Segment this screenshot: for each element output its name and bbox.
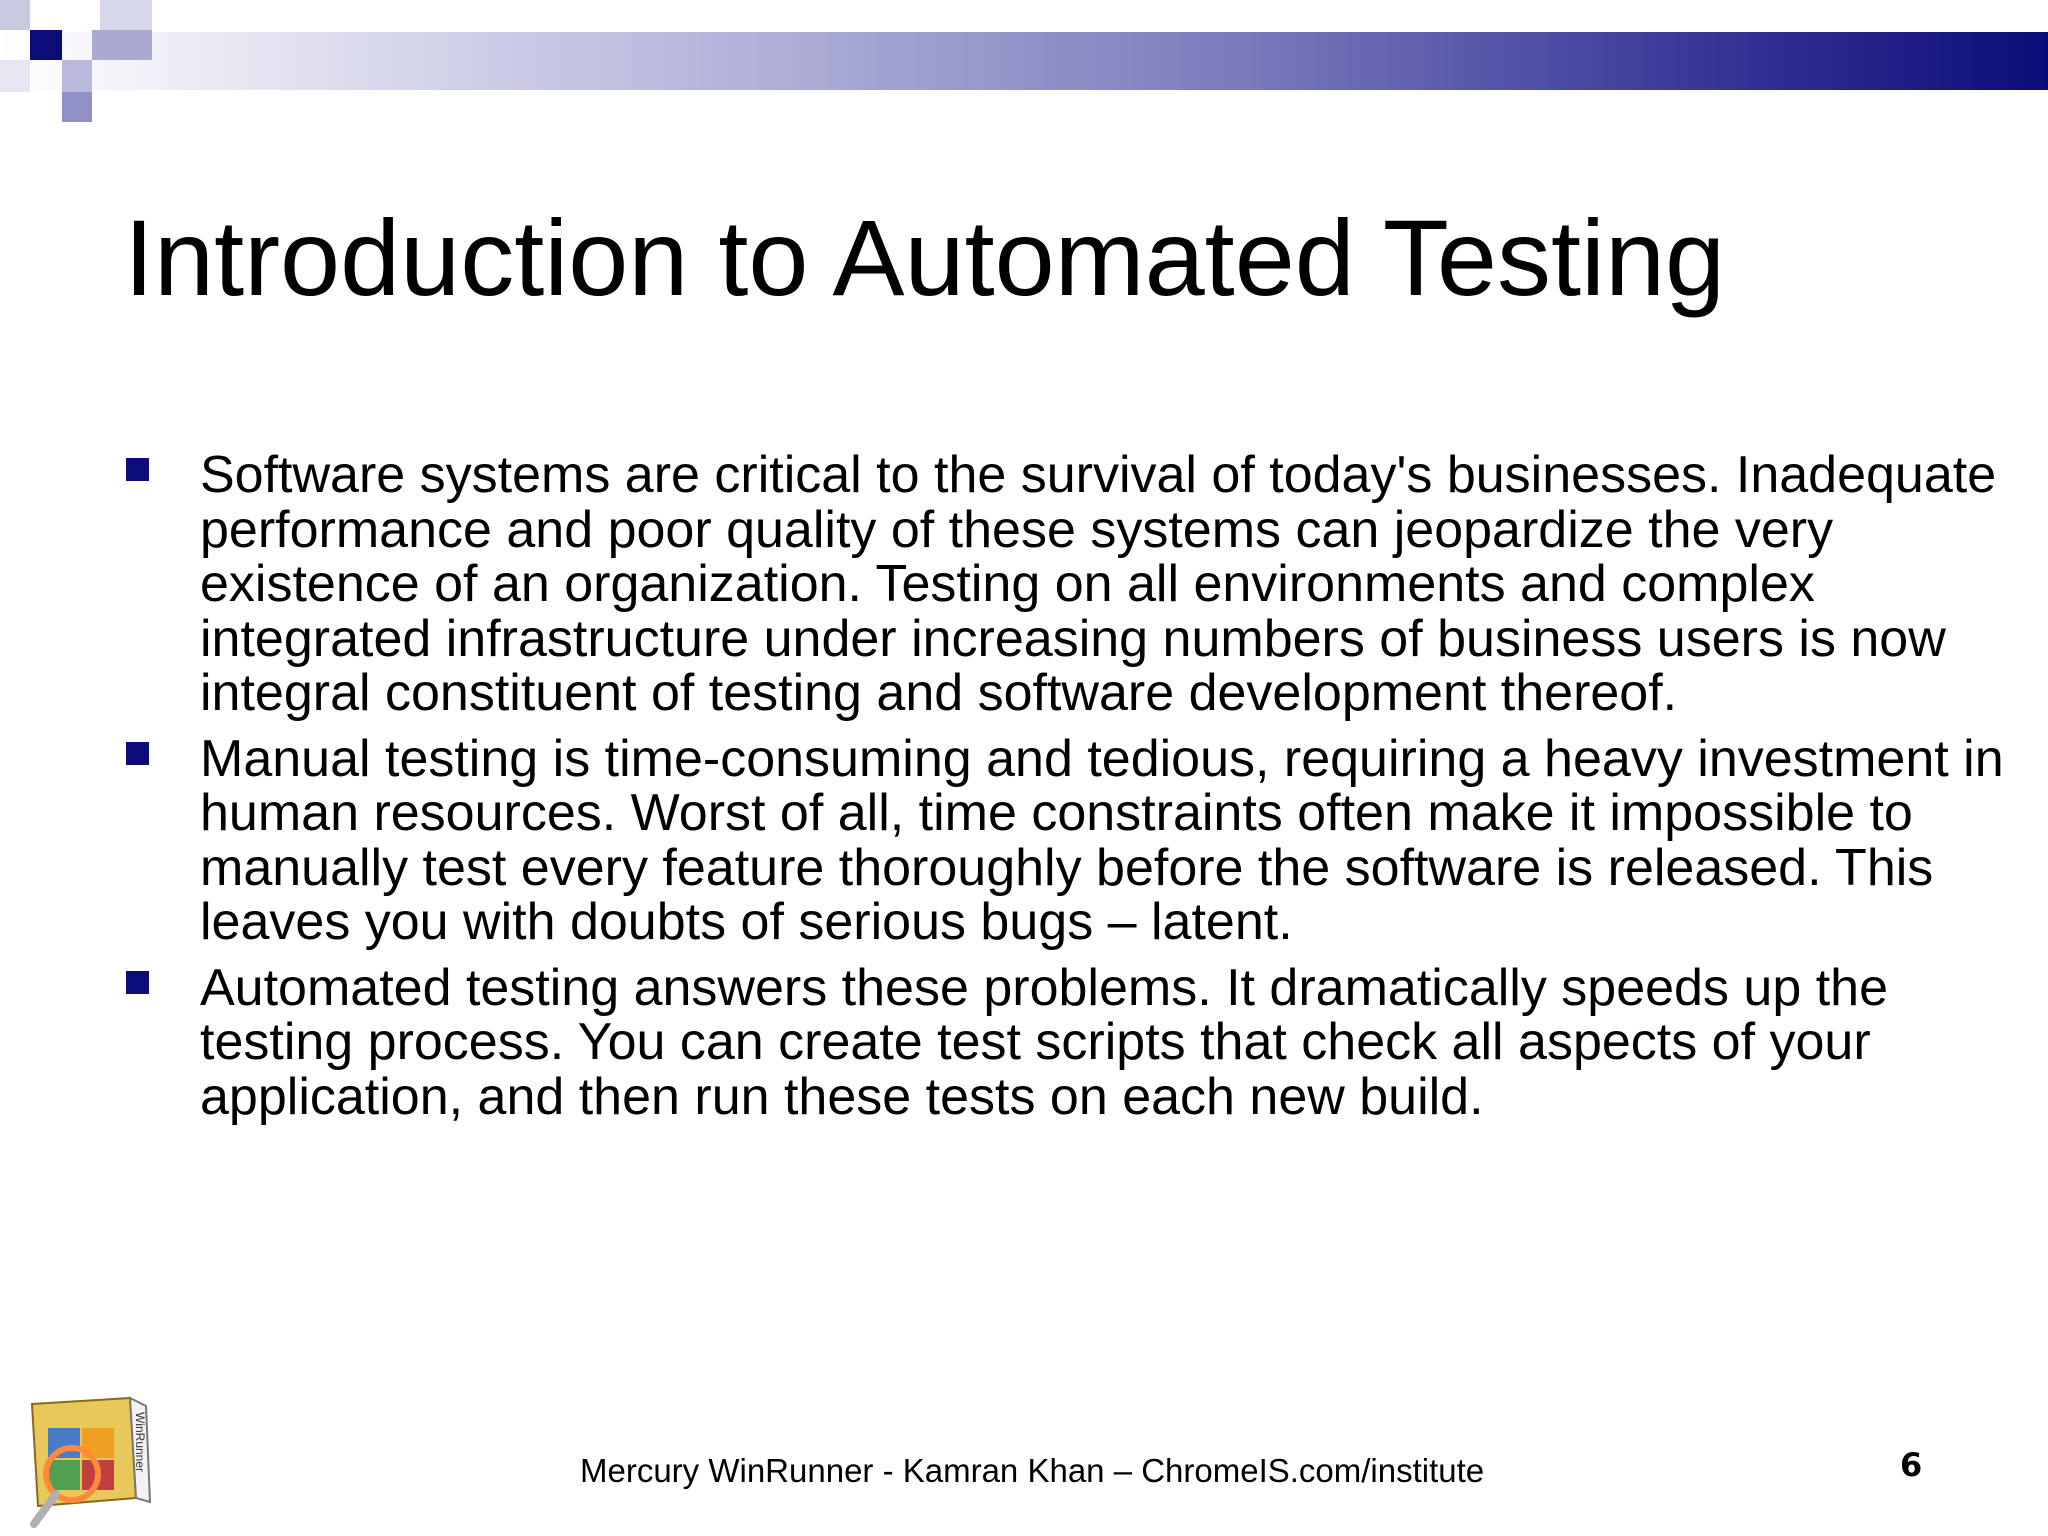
bullet-list [124,448,2004,1135]
bullet-item [124,448,2004,721]
square-bullet-icon [126,742,149,765]
square-bullet-icon [126,971,149,994]
header-gradient-bar [0,32,2048,90]
product-box-label: WinRunner [133,1412,147,1473]
bullet-text: Automated testing answers these problems. It dramatically speeds up the testing process. You can create test scripts that check all aspects of your application, and then run these tests on each new build. [200,958,1888,1126]
slide-footer: Mercury WinRunner - Kamran Khan – ChromeIS.com/institute [580,1452,1485,1489]
page-number: 6 [1900,1446,1923,1484]
bullet-item [124,958,2004,1126]
corner-squares-decoration [0,0,160,130]
winrunner-product-box-icon [12,1390,152,1530]
slide-title: Introduction to Automated Testing [124,197,1726,318]
bullet-text: Software systems are critical to the survival of today's businesses. Inadequate performance and poor quality of these systems can jeopardize the very existence of an organization. Testing on all environments and complex integrated infrastructure under increasing numbers of business users is now integral constituent of testing and software development thereof. [200,446,1997,722]
bullet-text: Manual testing is time-consuming and tedious, requiring a heavy investment in human resources. Worst of all, time constraints often make it impossible to manually test every feature thoroughly before the software is released. This leaves you with doubts of serious bugs – latent. [200,729,2004,951]
square-bullet-icon [126,458,149,481]
bullet-item [124,729,2004,951]
